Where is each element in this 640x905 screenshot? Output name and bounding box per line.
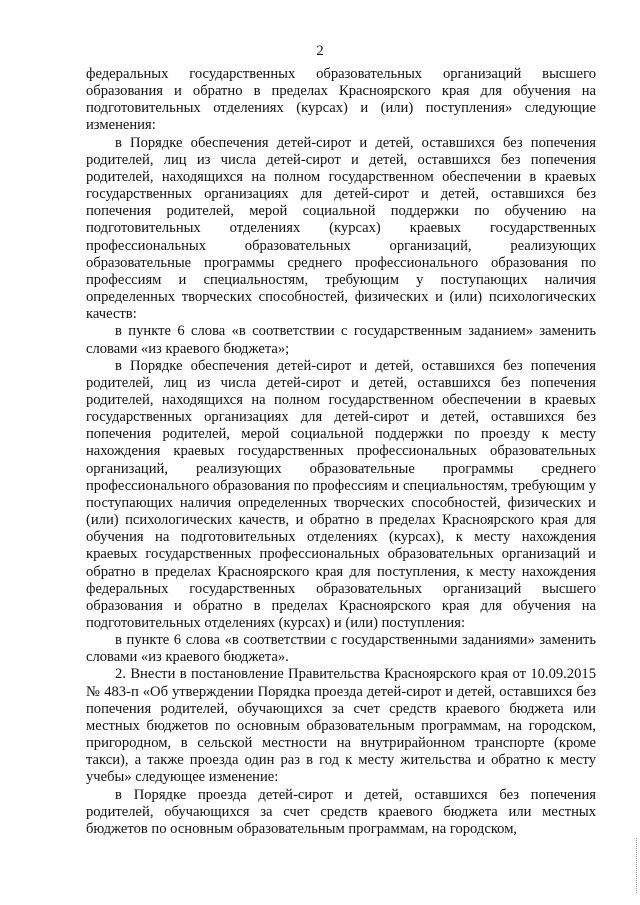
document-body [86, 66, 596, 838]
paragraph-clause-6-second: в пункте 6 слова «в соответствии с государственными заданиями» заменить словами «из краевого бюджета». [86, 632, 596, 666]
page-number: 2 [316, 43, 324, 59]
paragraph-order-travel: в Порядке обеспечения детей-сирот и детей, оставшихся без попечения родителей, лиц из числа детей-сирот и детей, оставшихся без попечения родителей, находящихся на полном государственном обеспечении в краевых государственных организациях для детей-сирот и детей, оставшихся без попечения родителей, мерой социальной поддержки по проезду к месту нахождения краевых государственных профессиональных образовательных организаций, реализующих образовательные программы среднего профессионального образования по профессиям и специальностям, требующим у поступающих наличия определенных творческих способностей, физических и (или) психологических качеств, и обратно в пределах Красноярского края для обучения на подготовительных отделениях (курсах), к месту нахождения краевых государственных профессиональных образовательных организаций и обратно в пределах Красноярского края для поступления, к месту нахождения федеральных государственных образовательных организаций высшего образования и обратно в пределах Красноярского края для обучения на подготовительных отделениях (курсах) и (или) поступления: [86, 357, 596, 631]
paragraph-order-training: в Порядке обеспечения детей-сирот и детей, оставшихся без попечения родителей, лиц из числа детей-сирот и детей, оставшихся без попечения родителей, находящихся на полном государственном обеспечении в краевых государственных организациях для детей-сирот и детей, оставшихся без попечения родителей, мерой социальной поддержки по обучению на подготовительных отделениях (курсах) краевых государственных профессиональных образовательных организаций, реализующих образовательные программы среднего профессионального образования по профессиям и специальностям, требующим у поступающих наличия определенных творческих способностей, физических и (или) психологических качеств: [86, 134, 596, 323]
paragraph-continuation: федеральных государственных образовательных организаций высшего образования и обратно в пределах Красноярского края для обучения на подготовительных отделениях (курсах) и (или) поступления» следующие изменения: [86, 66, 596, 134]
paragraph-item-2: 2. Внести в постановление Правительства Красноярского края от 10.09.2015 № 483-п «Об утверждении Порядка проезда детей-сирот и детей, оставшихся без попечения родителей, обучающихся за счет средств краевого бюджета или местных бюджетов по основным образовательным программам, на городском, пригородном, в сельской местности на внутрирайонном транспорте (кроме такси), а также проезда один раз в год к месту жительства и обратно к месту учебы» следующее изменение: [86, 666, 596, 786]
paragraph-order-transport: в Порядке проезда детей-сирот и детей, оставшихся без попечения родителей, обучающихся за счет средств краевого бюджета или местных бюджетов по основным образовательным программам, на городском, [86, 786, 596, 837]
paragraph-clause-6-first: в пункте 6 слова «в соответствии с государственным заданием» заменить словами «из краевого бюджета»; [86, 323, 596, 357]
scan-edge-mark [636, 838, 638, 893]
